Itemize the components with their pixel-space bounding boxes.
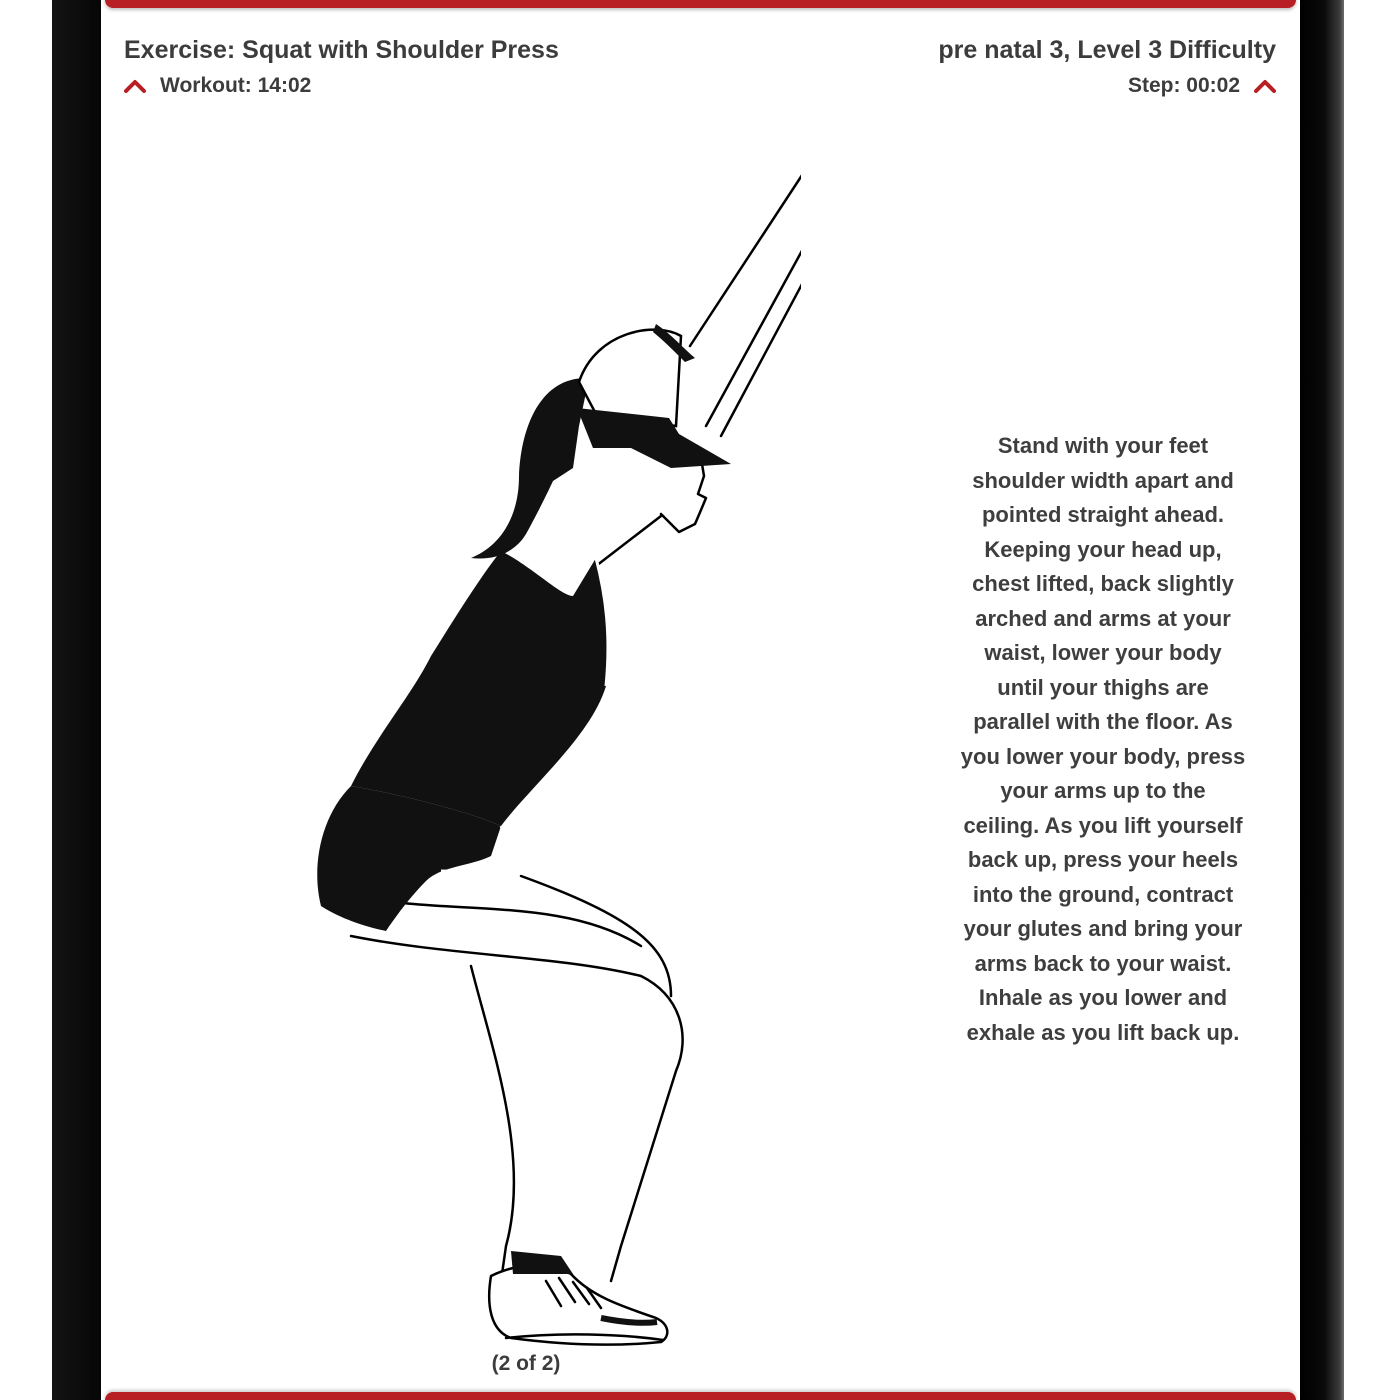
instruction-line: arms back to your waist. bbox=[974, 950, 1232, 976]
instruction-line: pointed straight ahead. bbox=[981, 502, 1225, 527]
instruction-line: Keeping your head up, bbox=[984, 536, 1222, 562]
exercise-illustration bbox=[201, 96, 801, 1356]
tablet-edge bbox=[1300, 0, 1344, 1400]
instruction-line: exhale as you lift back up. bbox=[966, 1019, 1240, 1045]
chevron-up-icon[interactable] bbox=[1254, 79, 1276, 93]
instruction-line: Inhale as you lower and bbox=[978, 985, 1228, 1010]
difficulty-label: pre natal 3, Level 3 Difficulty bbox=[938, 36, 1276, 64]
instruction-line: arched and arms at your bbox=[975, 605, 1231, 631]
instruction-line: into the ground, contract bbox=[972, 881, 1234, 907]
instruction-line: you lower your body, press bbox=[960, 743, 1246, 769]
instruction-line: back up, press your heels bbox=[967, 847, 1239, 872]
instruction-line: your arms up to the bbox=[1000, 778, 1206, 803]
screen bbox=[101, 0, 1300, 1400]
instruction-line: chest lifted, back slightly bbox=[972, 571, 1234, 596]
instruction-line: your glutes and bring your bbox=[963, 916, 1243, 941]
bottom-toolbar[interactable] bbox=[105, 1392, 1296, 1400]
instruction-line: until your thighs are bbox=[997, 674, 1209, 700]
chevron-up-icon[interactable] bbox=[124, 79, 146, 93]
exercise-instructions bbox=[933, 429, 1273, 1050]
instruction-line: waist, lower your body bbox=[984, 640, 1222, 665]
page-indicator: (2 of 2) bbox=[491, 1352, 561, 1375]
workout-timer[interactable] bbox=[124, 74, 311, 98]
instruction-line: ceiling. As you lift yourself bbox=[963, 812, 1243, 838]
instruction-line: shoulder width apart and bbox=[972, 467, 1234, 493]
step-timer-label: Step: 00:02 bbox=[1127, 74, 1240, 97]
exercise-title: Exercise: Squat with Shoulder Press bbox=[124, 36, 559, 64]
step-timer[interactable] bbox=[1128, 74, 1276, 98]
instruction-line: Stand with your feet bbox=[997, 433, 1209, 458]
top-toolbar[interactable] bbox=[105, 0, 1296, 8]
instruction-line: parallel with the floor. As bbox=[973, 709, 1233, 734]
workout-timer-label: Workout: 14:02 bbox=[160, 74, 312, 97]
